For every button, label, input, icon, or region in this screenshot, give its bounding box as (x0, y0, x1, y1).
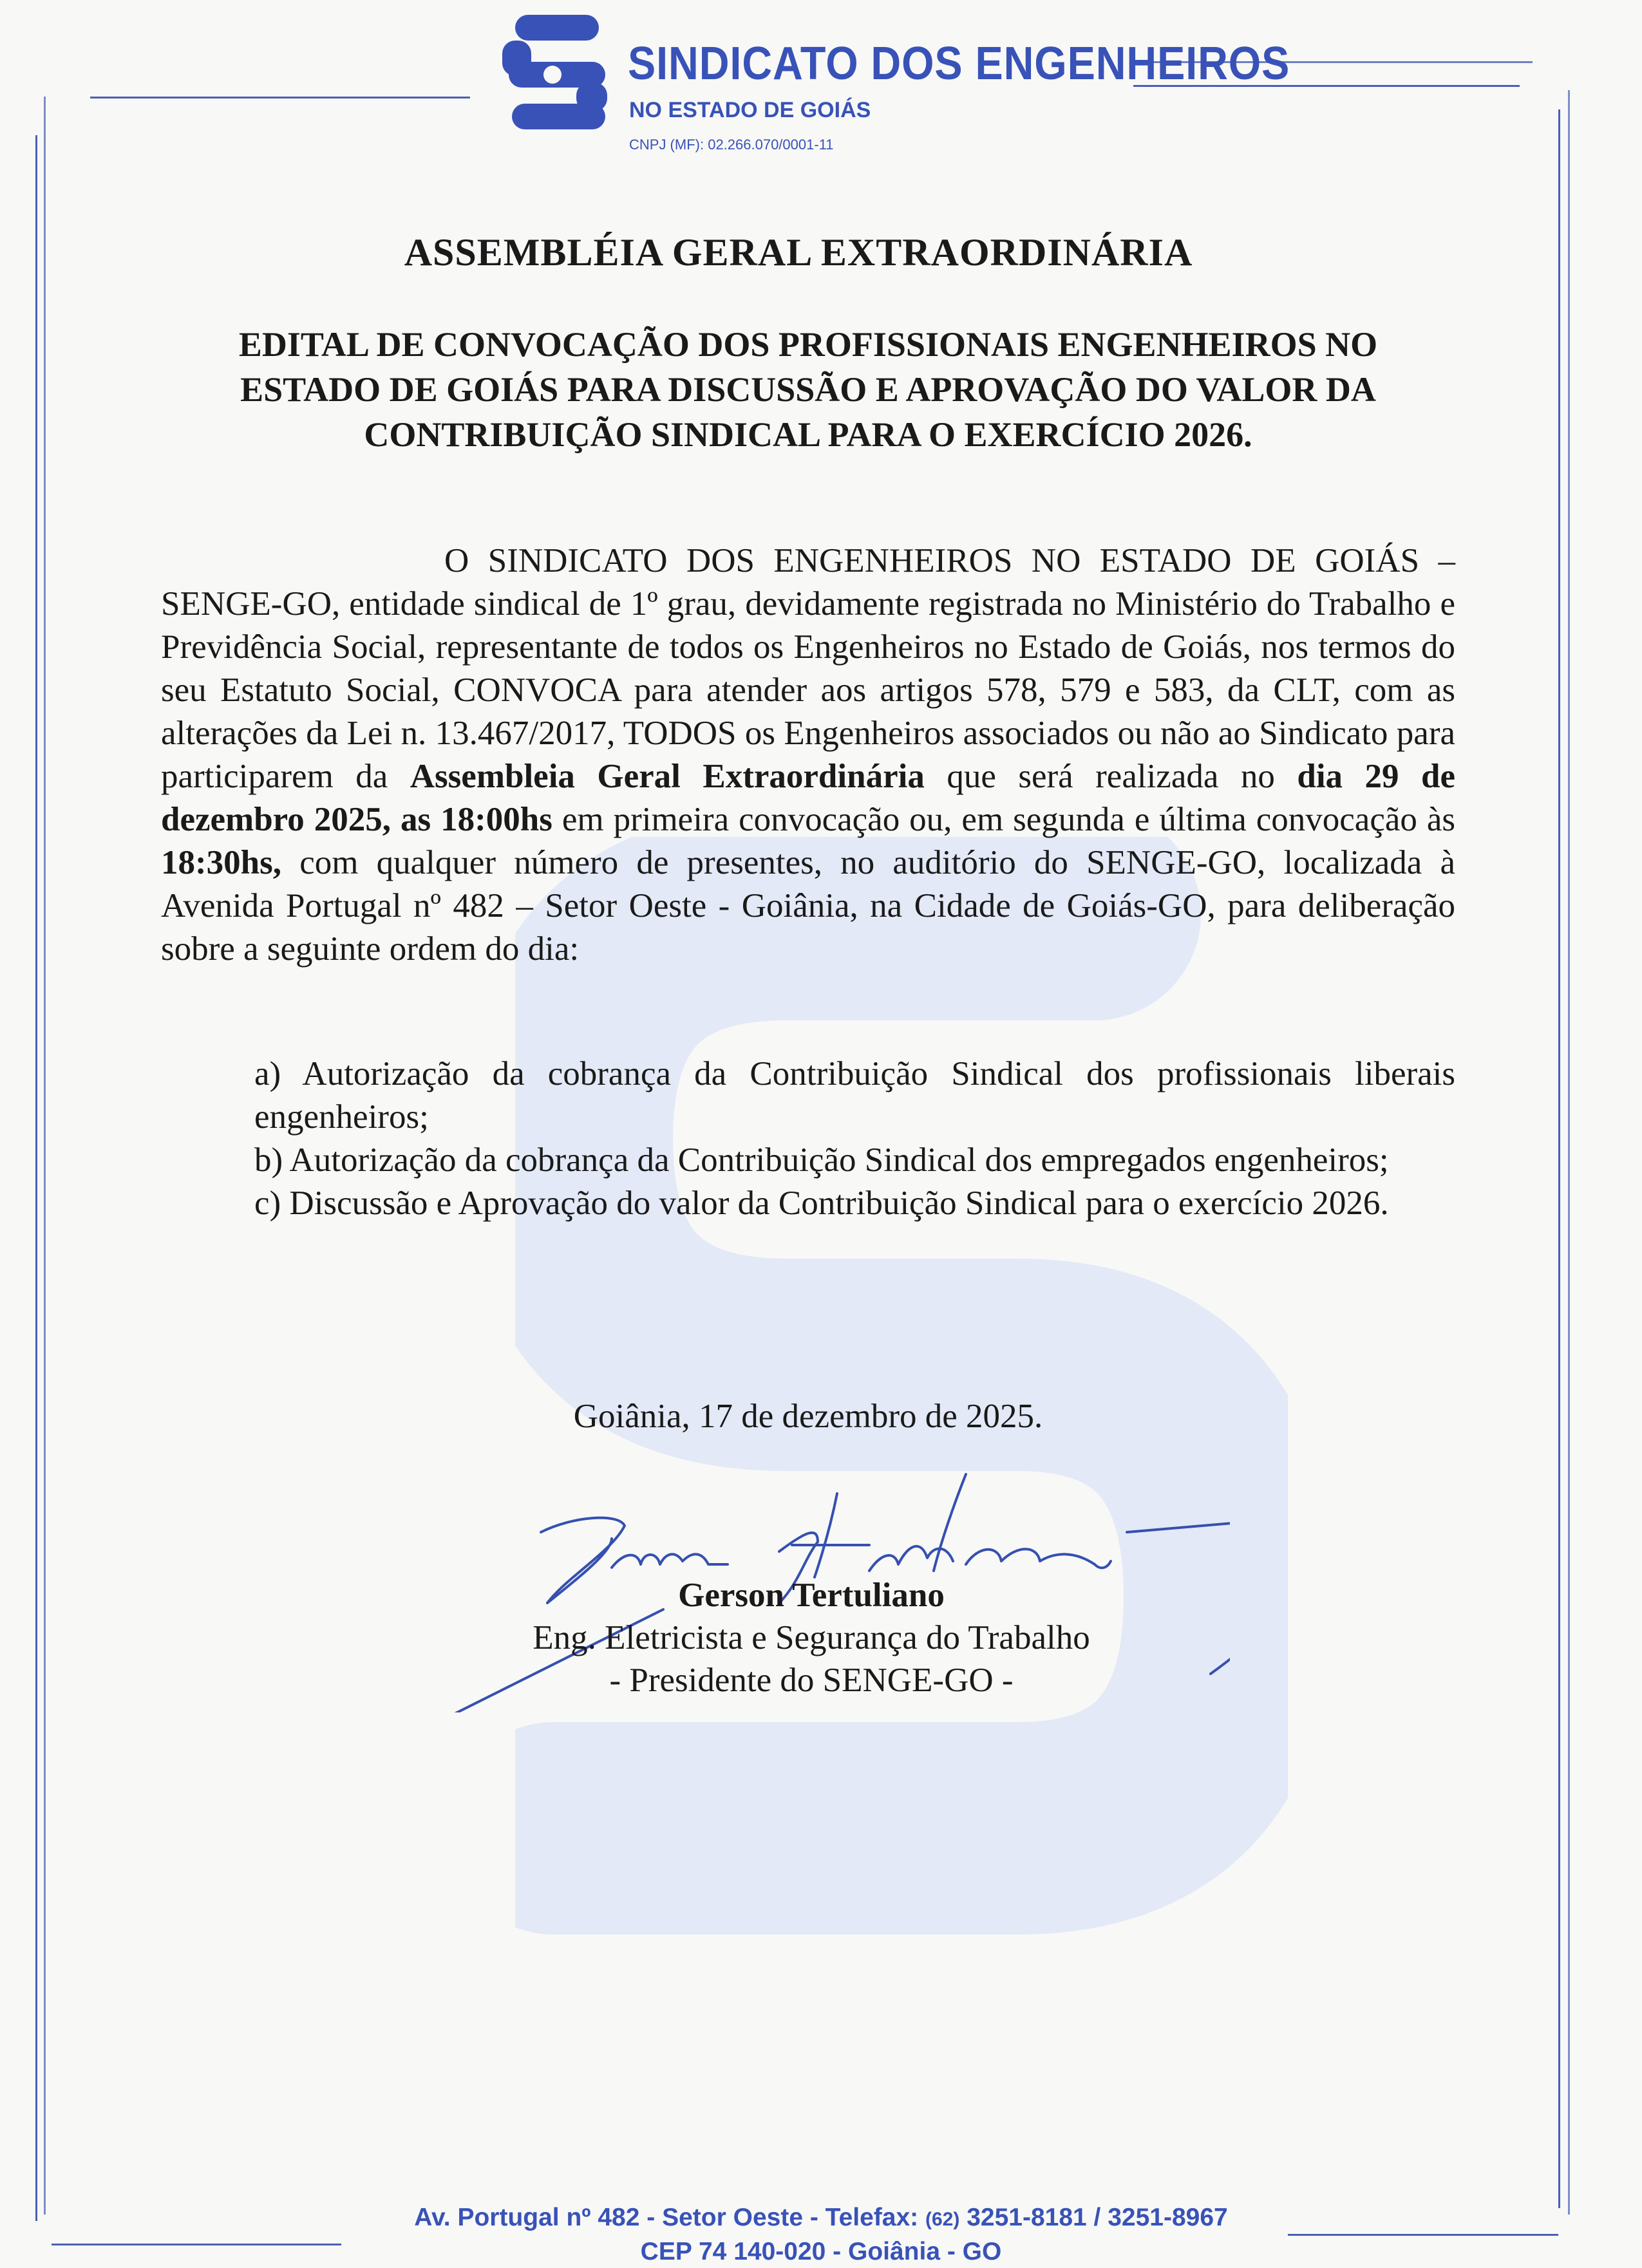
agenda-item: b) Autorização da cobrança da Contribuição Sindical dos empregados engenheiros; (254, 1141, 1389, 1179)
body-text: em primeira convocação ou, em segunda e última convocação às (552, 801, 1456, 838)
subtitle-line: EDITAL DE CONVOCAÇÃO DOS PROFISSIONAIS ENGENHEIROS NO (238, 325, 1378, 364)
footer-cep-line: CEP 74 140-020 - Goiânia - GO (640, 2238, 1002, 2265)
signer-block (0, 1574, 1623, 1701)
document-subtitle (148, 322, 1468, 458)
letterhead-cnpj: CNPJ (MF): 02.266.070/0001-11 (629, 136, 834, 153)
frame-left-inner (44, 97, 46, 2215)
body-bold-time: 18:30hs, (161, 844, 282, 881)
body-text: O SINDICATO DOS ENGENHEIROS NO ESTADO DE GOIÁS – SENGE-GO, entidade sindical de 1º grau, devidamente registrada no Ministério do Trabalho e Previdência Social, representante de todos os Engenheiros no Estado de Goiás, nos termos do seu Estatuto Social, CONVOCA para atender aos artigos 578, 579 e 583, da CLT, com as alterações da Lei n. 13.467/2017, TODOS os Engenheiros associados ou não ao Sindicato para participarem da (161, 542, 1455, 795)
footer-address-line (0, 2202, 1642, 2236)
signer-position: - Presidente do SENGE-GO - (609, 1662, 1014, 1699)
letterhead-name: SINDICATO DOS ENGENHEIROS (628, 38, 1290, 89)
subtitle-line: ESTADO DE GOIÁS PARA DISCUSSÃO E APROVAÇÃO DO VALOR DA (240, 370, 1376, 409)
footer-phones: 3251-8181 / 3251-8967 (959, 2204, 1228, 2231)
body-bold-date: dia 29 de dezembro 2025, as 18:00hs (161, 758, 1456, 838)
signer-name: Gerson Tertuliano (678, 1577, 945, 1614)
frame-left (35, 135, 37, 2221)
senge-logo-icon (496, 12, 618, 134)
frame-top-left (90, 97, 470, 98)
letterhead-subtitle: NO ESTADO DE GOIÁS (629, 98, 871, 122)
document-title: ASSEMBLÉIA GERAL EXTRAORDINÁRIA (404, 231, 1193, 274)
frame-right-inner (1568, 90, 1570, 2215)
signer-role: Eng. Eletricista e Segurança do Trabalho (533, 1619, 1090, 1656)
body-text: que será realizada no (924, 758, 1298, 795)
watermark-logo-icon (515, 837, 1288, 2060)
subtitle-line: CONTRIBUIÇÃO SINDICAL PARA O EXERCÍCIO 2026. (364, 415, 1252, 455)
body-text: com qualquer número de presentes, no auditório do SENGE-GO, localizada à Avenida Portugal nº 482 – Setor Oeste - Goiânia, na Cidade de Goiás-GO, para deliberação sobre a seguinte ordem do dia: (161, 844, 1455, 968)
body-bold-assembly: Assembleia Geral Extraordinária (410, 758, 925, 795)
agenda-list (254, 1053, 1455, 1225)
footer-address-text: Av. Portugal nº 482 - Setor Oeste - Telefax: (414, 2204, 925, 2231)
frame-right (1558, 109, 1560, 2208)
footer-address (0, 2202, 1642, 2268)
convocation-paragraph (161, 539, 1455, 971)
agenda-item: c) Discussão e Aprovação do valor da Contribuição Sindical para o exercício 2026. (254, 1185, 1389, 1222)
date-line: Goiânia, 17 de dezembro de 2025. (573, 1398, 1043, 1435)
footer-area-code: (62) (925, 2209, 960, 2230)
agenda-item: a) Autorização da cobrança da Contribuição Sindical dos profissionais liberais engenheiros; (254, 1055, 1455, 1136)
